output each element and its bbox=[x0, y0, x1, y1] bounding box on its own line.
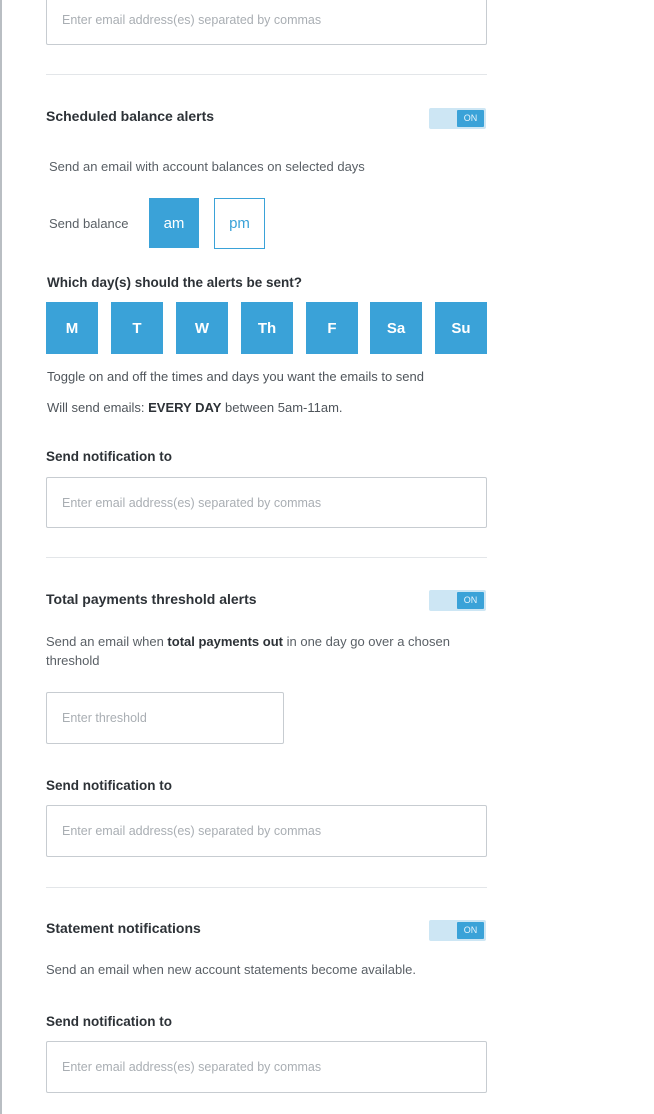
day-button-thursday[interactable]: Th bbox=[241, 302, 293, 354]
day-button-monday[interactable]: M bbox=[46, 302, 98, 354]
section-divider bbox=[46, 74, 487, 75]
pm-button[interactable]: pm bbox=[214, 198, 265, 249]
section-divider bbox=[46, 887, 487, 888]
statements-notification-email-input[interactable] bbox=[46, 1041, 487, 1093]
toggle-on-label: ON bbox=[457, 922, 484, 939]
payments-threshold-description bbox=[46, 632, 466, 670]
statement-notifications-description: Send an email when new account statements become available. bbox=[46, 962, 416, 977]
day-button-friday[interactable]: F bbox=[306, 302, 358, 354]
will-send-summary bbox=[47, 400, 343, 415]
will-send-frequency: EVERY DAY bbox=[148, 400, 222, 415]
scheduled-balance-alerts-description: Send an email with account balances on selected days bbox=[49, 159, 365, 174]
payments-desc-suffix: in one day go over a chosen threshold bbox=[46, 634, 450, 668]
days-question-label: Which day(s) should the alerts be sent? bbox=[47, 275, 303, 290]
day-button-wednesday[interactable]: W bbox=[176, 302, 228, 354]
threshold-input[interactable] bbox=[46, 692, 284, 744]
payments-threshold-toggle[interactable] bbox=[429, 590, 486, 611]
section-divider bbox=[46, 557, 487, 558]
day-button-sunday[interactable]: Su bbox=[435, 302, 487, 354]
will-send-prefix: Will send emails: bbox=[47, 400, 149, 415]
payments-desc-prefix: Send an email when bbox=[46, 634, 168, 649]
scheduled-notify-label: Send notification to bbox=[46, 449, 172, 464]
payments-threshold-title: Total payments threshold alerts bbox=[46, 591, 257, 607]
toggle-on-label: ON bbox=[457, 592, 484, 609]
statements-notify-label: Send notification to bbox=[46, 1014, 172, 1029]
statement-notifications-toggle[interactable] bbox=[429, 920, 486, 941]
toggle-on-label: ON bbox=[457, 110, 484, 127]
scheduled-balance-alerts-title: Scheduled balance alerts bbox=[46, 108, 215, 124]
scheduled-balance-alerts-toggle[interactable] bbox=[429, 108, 486, 129]
toggle-hint-text: Toggle on and off the times and days you want the emails to send bbox=[47, 369, 424, 384]
send-balance-label: Send balance bbox=[49, 216, 129, 231]
day-button-saturday[interactable]: Sa bbox=[370, 302, 422, 354]
panel-left-border bbox=[0, 0, 2, 1114]
am-button[interactable]: am bbox=[149, 198, 199, 248]
payments-desc-emphasis: total payments out bbox=[167, 634, 283, 649]
payments-notify-label: Send notification to bbox=[46, 778, 172, 793]
day-button-tuesday[interactable]: T bbox=[111, 302, 163, 354]
scheduled-notification-email-input[interactable] bbox=[46, 477, 487, 528]
payments-notification-email-input[interactable] bbox=[46, 805, 487, 857]
previous-notification-email-input[interactable] bbox=[46, 0, 487, 45]
will-send-time-range: between 5am-11am. bbox=[221, 400, 343, 415]
statement-notifications-title: Statement notifications bbox=[46, 920, 201, 936]
